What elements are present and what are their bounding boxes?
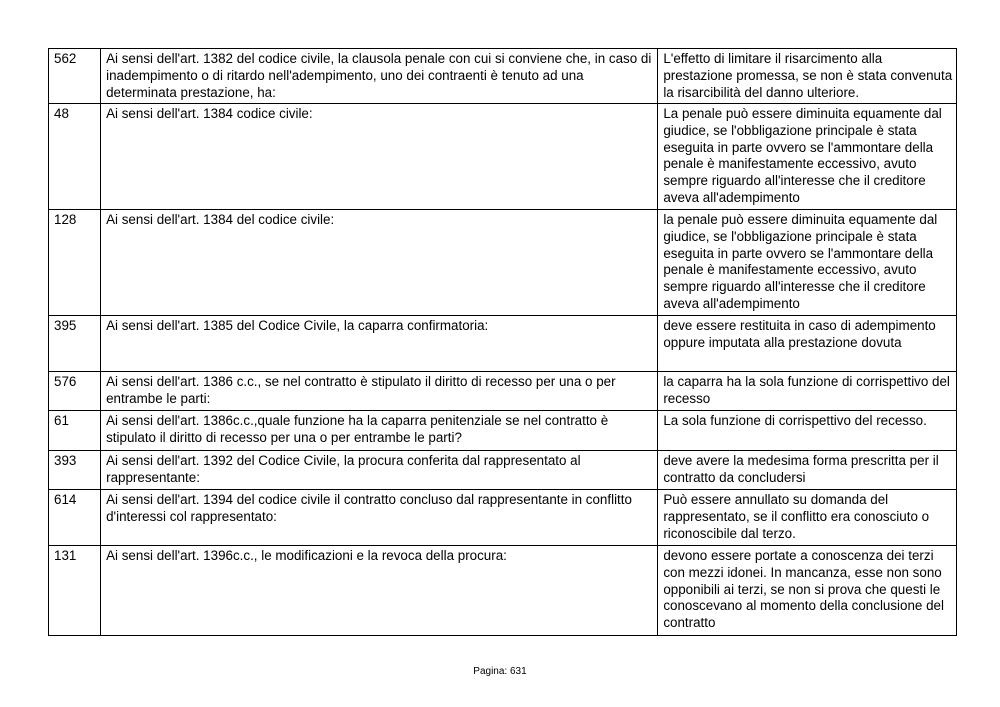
table-row [49,546,957,636]
question-id: 393 [49,451,101,490]
answer-text: la penale può essere diminuita equamente dal giudice, se l'obbligazione principale è stata eseguita in parte ovvero se l'ammontare della penale è manifestamente eccessivo, avuto sempre riguardo all'interesse che il creditore aveva all'adempimento [658,210,957,316]
table-row [49,372,957,411]
question-text: Ai sensi dell'art. 1385 del Codice Civile, la caparra confirmatoria: [101,316,658,372]
question-id: 48 [49,104,101,210]
table-row [49,104,957,210]
answer-text: deve avere la medesima forma prescritta per il contratto da concludersi [658,451,957,490]
question-id: 395 [49,316,101,372]
question-id: 614 [49,490,101,546]
question-id: 131 [49,546,101,636]
answer-text: La penale può essere diminuita equamente dal giudice, se l'obbligazione principale è stata eseguita in parte ovvero se l'ammontare della penale è manifestamente eccessivo, avuto sempre riguardo all'interesse che il creditore aveva all'adempimento [658,104,957,210]
answer-text: la caparra ha la sola funzione di corrispettivo del recesso [658,372,957,411]
question-text: Ai sensi dell'art. 1384 del codice civile: [101,210,658,316]
answer-text: La sola funzione di corrispettivo del recesso. [658,411,957,451]
table-row [49,490,957,546]
question-text: Ai sensi dell'art. 1386c.c.,quale funzione ha la caparra penitenziale se nel contratto è stipulato il diritto di recesso per una o per entrambe le parti? [101,411,658,451]
qa-table [48,48,957,636]
question-id: 576 [49,372,101,411]
table-row [49,210,957,316]
page-number: Pagina: 631 [473,666,527,677]
answer-text: L'effetto di limitare il risarcimento alla prestazione promessa, se non è stata convenuta la risarcibilità del danno ulteriore. [658,49,957,104]
question-id: 61 [49,411,101,451]
question-id: 128 [49,210,101,316]
answer-text: devono essere portate a conoscenza dei terzi con mezzi idonei. In mancanza, esse non sono opponibili ai terzi, se non si prova che questi le conoscevano al momento della conclusione del contratto [658,546,957,636]
table-row [49,49,957,104]
question-text: Ai sensi dell'art. 1384 codice civile: [101,104,658,210]
question-text: Ai sensi dell'art. 1386 c.c., se nel contratto è stipulato il diritto di recesso per una o per entrambe le parti: [101,372,658,411]
answer-text: Può essere annullato su domanda del rappresentato, se il conflitto era conosciuto o riconoscibile dal terzo. [658,490,957,546]
table-row [49,411,957,451]
question-text: Ai sensi dell'art. 1392 del Codice Civile, la procura conferita dal rappresentato al rappresentante: [101,451,658,490]
table-row [49,451,957,490]
answer-text: deve essere restituita in caso di adempimento oppure imputata alla prestazione dovuta [658,316,957,372]
table-row [49,316,957,372]
question-id: 562 [49,49,101,104]
question-text: Ai sensi dell'art. 1382 del codice civile, la clausola penale con cui si conviene che, in caso di inadempimento o di ritardo nell'adempimento, uno dei contraenti è tenuto ad una determinata prestazione, ha: [101,49,658,104]
question-text: Ai sensi dell'art. 1396c.c., le modificazioni e la revoca della procura: [101,546,658,636]
question-text: Ai sensi dell'art. 1394 del codice civile il contratto concluso dal rappresentante in conflitto d'interessi col rappresentato: [101,490,658,546]
